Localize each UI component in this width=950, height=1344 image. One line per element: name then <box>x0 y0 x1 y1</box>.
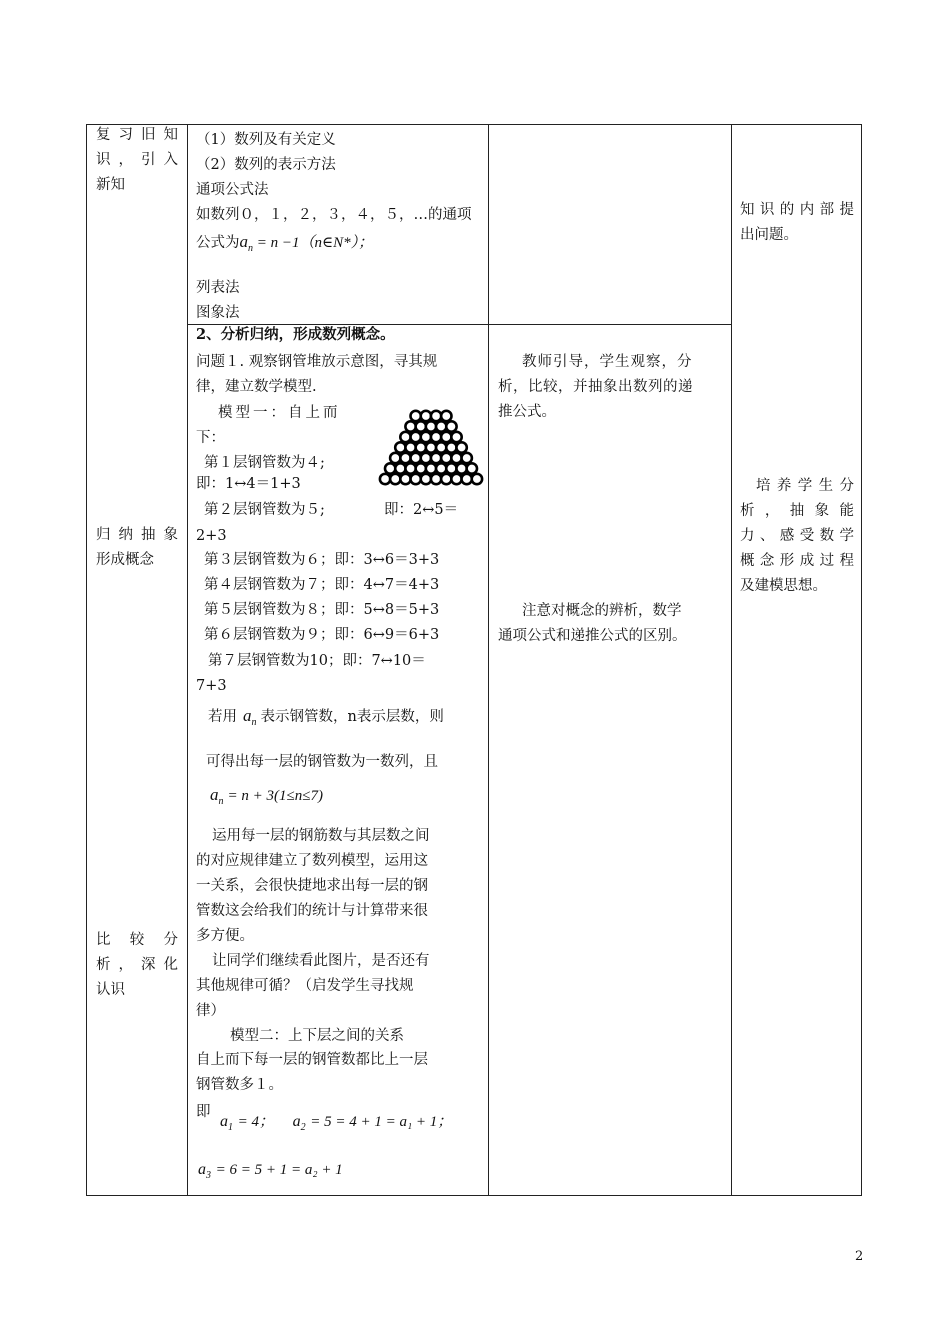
content-line: 管数这会给我们的统计与计算带来很 <box>196 903 428 919</box>
design-intent-line: 及建模思想。 <box>740 578 827 594</box>
content-line: 下： <box>196 430 225 446</box>
content-line: 即：2↔5＝ <box>384 502 459 518</box>
steel-pipe <box>467 463 477 473</box>
formula-line: $a_3 = 6 = 5 + 1 = a_2 + 1$ <box>198 1161 343 1181</box>
steel-pipe <box>400 432 410 442</box>
teacher-activity-line: 析，比较，并抽象出数列的递 <box>498 379 693 395</box>
steel-pipe <box>426 442 436 452</box>
content-line: 即 <box>196 1104 211 1120</box>
section-heading: 2、分析归纳，形成数列概念。 <box>196 326 395 343</box>
steel-pipe <box>400 474 410 484</box>
teacher-activity-line: 推公式。 <box>498 404 556 420</box>
steel-pipe <box>416 421 426 431</box>
steel-pipe <box>436 442 446 452</box>
steel-pipe <box>441 411 451 421</box>
steel-pipe <box>472 474 482 484</box>
steel-pipe <box>421 453 431 463</box>
teacher-activity-line: 通项公式和递推公式的区别。 <box>498 628 687 644</box>
content-line: 图象法 <box>196 305 240 321</box>
content-line: 如数列０，１，２，３，４，５，…的通项 <box>196 207 472 223</box>
steel-pipe <box>426 421 436 431</box>
steel-pipe <box>451 432 461 442</box>
steel-pipe <box>431 411 441 421</box>
design-intent-line: 析，抽象能 <box>740 503 854 519</box>
content-line: 的对应规律建立了数列模型，运用这 <box>196 853 428 869</box>
column-divider <box>731 125 732 1195</box>
steel-pipe <box>400 453 410 463</box>
content-line: 模型二：上下层之间的关系 <box>230 1028 404 1044</box>
steel-pipe-stack-illustration <box>376 408 486 490</box>
content-line: 问题１. 观察钢管堆放示意图，寻其规 <box>196 354 438 370</box>
formula-line: $a_n = n + 3(1\le n\le 7)$ <box>210 785 323 807</box>
stage-label-review: 识，引入 <box>96 152 178 168</box>
stage-label-review: 新知 <box>96 177 125 193</box>
steel-pipe <box>405 442 415 452</box>
stage-label-induction: 形成概念 <box>96 552 154 568</box>
steel-pipe <box>426 463 436 473</box>
content-line: 一关系，会很快捷地求出每一层的钢 <box>196 878 428 894</box>
steel-pipe <box>441 453 451 463</box>
stage-label-review: 复习旧知 <box>96 127 178 143</box>
design-intent-line: 培养学生分 <box>756 478 854 494</box>
content-line: 自上而下每一层的钢管数都比上一层 <box>196 1052 428 1068</box>
stage-label-compare: 认识 <box>96 982 125 998</box>
content-line: 第２层钢管数为５; <box>204 502 325 518</box>
content-line: 第４层钢管数为７；即：4↔7＝4+3 <box>204 577 440 593</box>
steel-pipe <box>431 432 441 442</box>
content-line: 钢管数多１。 <box>196 1077 283 1093</box>
steel-pipe <box>446 442 456 452</box>
steel-pipe <box>416 442 426 452</box>
design-intent-line: 出问题。 <box>740 227 798 243</box>
steel-pipe <box>421 474 431 484</box>
steel-pipe <box>431 474 441 484</box>
column-divider <box>488 125 489 1195</box>
content-line: 运用每一层的钢筋数与其层数之间 <box>212 828 430 844</box>
steel-pipe <box>411 432 421 442</box>
content-line: 7+3 <box>196 678 227 694</box>
steel-pipe <box>421 411 431 421</box>
content-line: 模型一：自上而 <box>218 405 341 421</box>
teacher-activity-line: 注意对概念的辨析，数学 <box>522 603 682 619</box>
steel-pipe <box>405 463 415 473</box>
steel-pipe <box>411 411 421 421</box>
content-line: 第５层钢管数为８；即：5↔8＝5+3 <box>204 602 440 618</box>
content-line: 通项公式法 <box>196 182 269 198</box>
steel-pipe <box>451 474 461 484</box>
design-intent-line: 概念形成过程 <box>740 553 854 569</box>
stage-label-compare: 比较分 <box>96 932 178 948</box>
steel-pipe <box>395 442 405 452</box>
formula-line: $a_1 = 4$； $a_2 = 5 = 4 + 1 = a_1 + 1$； <box>220 1113 453 1133</box>
steel-pipe <box>436 463 446 473</box>
steel-pipe <box>395 463 405 473</box>
steel-pipe <box>456 463 466 473</box>
steel-pipe <box>436 421 446 431</box>
steel-pipe <box>421 432 431 442</box>
steel-pipe <box>411 453 421 463</box>
steel-pipe <box>462 453 472 463</box>
steel-pipe <box>446 421 456 431</box>
content-line: 其他规律可循？（启发学生寻找规 <box>196 978 414 994</box>
content-line: 让同学们继续看此图片，是否还有 <box>212 953 430 969</box>
steel-pipe <box>416 463 426 473</box>
steel-pipe <box>451 453 461 463</box>
content-line: 第７层钢管数为10；即：7↔10＝ <box>208 653 426 669</box>
steel-pipe <box>390 474 400 484</box>
steel-pipe <box>462 474 472 484</box>
content-line: （2）数列的表示方法 <box>196 157 336 173</box>
steel-pipe <box>441 432 451 442</box>
content-line: 律） <box>196 1003 225 1019</box>
steel-pipe <box>441 474 451 484</box>
content-line: 第３层钢管数为６；即：3↔6＝3+3 <box>204 552 440 568</box>
steel-pipe <box>385 463 395 473</box>
content-line: 第６层钢管数为９；即：6↔9＝6+3 <box>204 627 440 643</box>
page-number: 2 <box>855 1249 864 1264</box>
teacher-activity-line: 教师引导，学生观察，分 <box>522 354 693 370</box>
design-intent-line: 力、感受数学 <box>740 528 854 544</box>
stage-label-induction: 归纳抽象 <box>96 527 178 543</box>
content-line: 2+3 <box>196 528 227 544</box>
steel-pipe <box>431 453 441 463</box>
column-divider <box>187 125 188 1195</box>
content-line: 列表法 <box>196 280 240 296</box>
formula-line: 若用 $a_n$ 表示钢管数，n表示层数，则 <box>208 706 444 728</box>
steel-pipe <box>411 474 421 484</box>
content-line: 即：1↔4＝1+3 <box>196 476 301 492</box>
design-intent-line: 知识的内部提 <box>740 202 854 218</box>
steel-pipe <box>380 474 390 484</box>
steel-pipe <box>446 463 456 473</box>
steel-pipe <box>405 421 415 431</box>
stage-label-compare: 析，深化 <box>96 957 178 973</box>
steel-pipe <box>456 442 466 452</box>
content-line: （1）数列及有关定义 <box>196 132 336 148</box>
content-line: 可得出每一层的钢管数为一数列，且 <box>206 754 438 770</box>
formula-line: 公式为$a_n = n$ −1（n∈N*）； <box>196 232 374 254</box>
steel-pipe <box>390 453 400 463</box>
content-line: 律，建立数学模型. <box>196 379 317 395</box>
content-line: 第１层钢管数为４; <box>204 455 325 471</box>
content-line: 多方便。 <box>196 928 254 944</box>
